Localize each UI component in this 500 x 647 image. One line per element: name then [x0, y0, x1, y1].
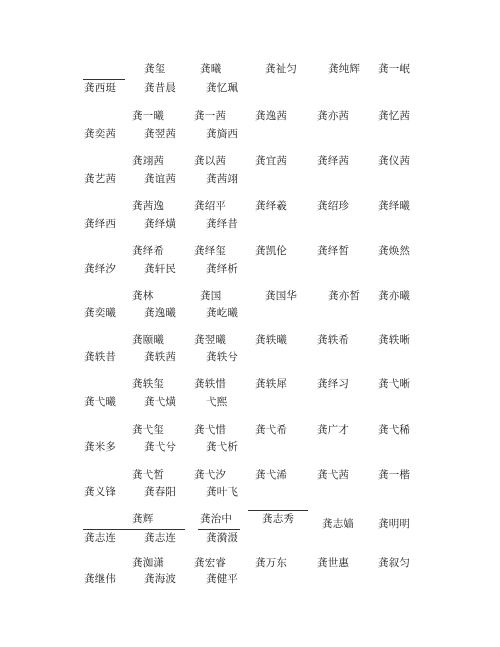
name-entry: 龚艺茜 [84, 173, 117, 185]
name-entry: 龚玺 [144, 63, 166, 75]
name-entry: 龚绎熿 [144, 218, 177, 230]
name-entry: 龚弋茜 [317, 469, 350, 481]
name-entry: 龚志连 [144, 532, 177, 544]
name-entry: 龚曦 [200, 63, 222, 75]
name-entry: 龚一曦 [132, 110, 165, 122]
name-entry: 龚一楷 [378, 469, 411, 481]
name-entry: 龚弋浠 [255, 469, 288, 481]
name-entry: 龚万东 [255, 557, 288, 569]
name-entry: 龚屹曦 [206, 307, 239, 319]
name-entry: 龚轶曦 [255, 334, 288, 346]
name-entry: 龚绎皙 [317, 245, 350, 257]
divider-line [83, 79, 125, 80]
name-entry: 龚叶飞 [206, 486, 239, 498]
name-entry: 龚林 [132, 290, 154, 302]
name-entry: 龚茜翊 [206, 173, 239, 185]
name-entry: 龚忆珮 [206, 82, 239, 94]
name-entry: 龚轶兮 [206, 351, 239, 363]
name-entry: 龚逸曦 [144, 307, 177, 319]
name-entry: 龚凯伦 [255, 245, 288, 257]
name-entry: 龚一茜 [194, 110, 227, 122]
name-entry: 龚宏睿 [194, 557, 227, 569]
name-entry: 龚弋兮 [144, 441, 177, 453]
name-entry: 龚海波 [144, 573, 177, 585]
name-entry: 龚轶昔 [84, 351, 117, 363]
name-entry: 龚绎昔 [206, 218, 239, 230]
name-entry: 龚谊茜 [144, 173, 177, 185]
name-entry: 龚轩民 [144, 263, 177, 275]
name-entry: 龚志连 [84, 532, 117, 544]
name-entry: 龚米多 [84, 441, 117, 453]
name-entry: 龚旖西 [206, 128, 239, 140]
name-entry: 龚叙匀 [378, 557, 411, 569]
name-entry: 龚辉 [132, 513, 154, 525]
name-entry: 龚宜茜 [255, 155, 288, 167]
name-entry: 龚国 [200, 290, 222, 302]
divider-line [198, 529, 240, 530]
name-entry: 龚弋析 [206, 441, 239, 453]
name-entry: 龚奕茜 [84, 128, 117, 140]
name-entry: 龚明明 [378, 518, 411, 530]
name-entry: 龚绍珍 [317, 200, 350, 212]
name-entry: 龚国华 [265, 290, 298, 302]
name-entry: 龚昔晨 [144, 82, 177, 94]
name-entry: 龚翊茜 [132, 155, 165, 167]
name-entry: 龚奕曦 [84, 307, 117, 319]
name-entry: 龚轶犀 [255, 378, 288, 390]
name-entry: 龚颐曦 [132, 334, 165, 346]
name-entry: 龚继伟 [84, 573, 117, 585]
name-entry: 龚茜逸 [132, 200, 165, 212]
name-entry: 龚弋汐 [194, 469, 227, 481]
name-entry: 龚一岷 [378, 63, 411, 75]
name-entry: 龚绎西 [84, 218, 117, 230]
name-entry: 龚绎玺 [194, 245, 227, 257]
name-entry: 龚轶惜 [194, 378, 227, 390]
name-entry: 龚弋玺 [132, 424, 165, 436]
name-entry: 龚绎汐 [84, 263, 117, 275]
name-entry: 龚西珽 [84, 82, 117, 94]
name-entry: 龚轶茜 [144, 351, 177, 363]
name-entry: 龚翌曦 [194, 334, 227, 346]
name-entry: 龚绎曦 [378, 200, 411, 212]
divider-line [83, 529, 185, 530]
name-entry: 龚漪滠 [206, 532, 239, 544]
name-entry: 龚弋熿 [144, 396, 177, 408]
name-entry: 龚健平 [206, 573, 239, 585]
name-entry: 龚逸茜 [255, 110, 288, 122]
name-entry: 龚绎析 [206, 263, 239, 275]
name-entry: 龚洳潇 [132, 557, 165, 569]
name-entry: 龚轶希 [317, 334, 350, 346]
name-entry: 龚轶晰 [378, 334, 411, 346]
name-entry: 龚弋曦 [84, 396, 117, 408]
name-entry: 龚亦曦 [378, 290, 411, 302]
name-entry: 龚弋希 [255, 424, 288, 436]
divider-line [248, 510, 308, 511]
name-entry: 龚绎希 [132, 245, 165, 257]
name-entry: 龚仪茜 [378, 155, 411, 167]
name-entry: 龚志秀 [262, 513, 295, 525]
name-entry: 龚焕然 [378, 245, 411, 257]
name-entry: 龚以茜 [194, 155, 227, 167]
name-entry: 龚弋皙 [132, 469, 165, 481]
name-entry: 龚忆茜 [378, 110, 411, 122]
name-entry: 龚弋晰 [378, 378, 411, 390]
name-entry: 龚绎习 [317, 378, 350, 390]
name-entry: 龚亦皙 [328, 290, 361, 302]
name-entry: 龚弋稀 [378, 424, 411, 436]
name-entry: 龚纯辉 [328, 63, 361, 75]
name-entry: 龚绍平 [194, 200, 227, 212]
name-entry: 龚志嫱 [322, 518, 355, 530]
name-entry: 龚春阳 [144, 486, 177, 498]
name-entry: 龚治中 [200, 513, 233, 525]
name-entry: 龚绎茜 [317, 155, 350, 167]
name-entry: 龚世惠 [317, 557, 350, 569]
name-entry: 弋熙 [206, 396, 228, 408]
name-entry: 龚绎羲 [255, 200, 288, 212]
name-entry: 龚义锋 [84, 486, 117, 498]
name-entry: 龚弋惜 [194, 424, 227, 436]
name-entry: 龚轶玺 [132, 378, 165, 390]
name-entry: 龚广才 [317, 424, 350, 436]
name-entry: 龚亦茜 [317, 110, 350, 122]
name-entry: 龚翌茜 [144, 128, 177, 140]
name-entry: 龚祉匀 [265, 63, 298, 75]
